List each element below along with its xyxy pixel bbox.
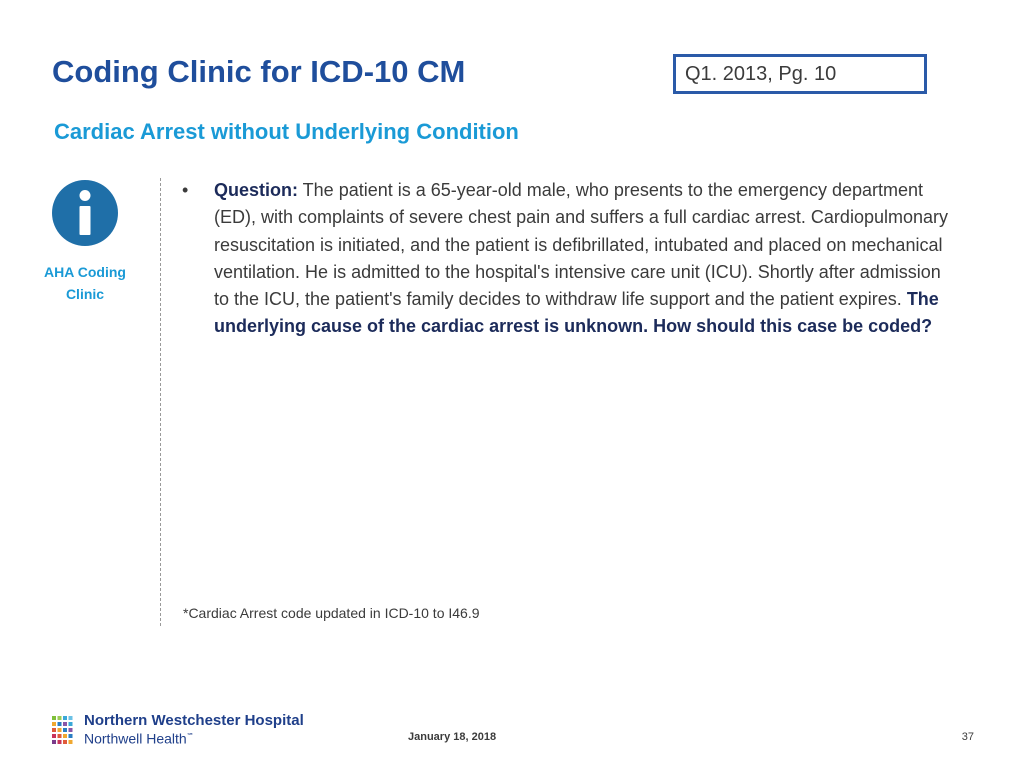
reference-text: Q1. 2013, Pg. 10 [685,62,837,85]
footer-date: January 18, 2018 [408,731,497,743]
info-icon [52,180,118,246]
logo-hospital-name: Northern Westchester Hospital [84,712,304,729]
logo-network-text: Northwell Health [84,730,187,747]
aha-coding-clinic-label [34,261,136,305]
question-emphasis: The underlying cause of the cardiac arrest is unknown. How should this case be coded? [214,289,939,337]
question-paragraph [214,177,952,341]
question-body: The patient is a 65-year-old male, who presents to the emergency department (ED), with complaints of severe chest pain and suffers a full cardiac arrest. Cardiopulmonary resuscitation is initiated, and the patient is defibrillated, intubated and placed on mechanical ventilation. He is admitted to the hospital's intensive care unit (ICU). Shortly after admission to the ICU, the patient's family decides to withdraw life support and the patient expires. [214,180,948,310]
northwell-logo-mark-icon [52,716,78,744]
slide-title: Coding Clinic for ICD-10 CM [52,54,466,89]
slide-subtitle: Cardiac Arrest without Underlying Condition [54,119,519,144]
reference-box [673,54,927,94]
logo-trademark: ℠ [186,733,194,740]
logo-text [84,713,304,747]
question-block [182,177,952,341]
page-number: 37 [961,731,974,743]
aha-label-line1: AHA Coding [44,264,126,280]
question-label: Question: [214,180,298,200]
hospital-logo [52,713,304,747]
vertical-divider [160,178,161,626]
footnote: *Cardiac Arrest code updated in ICD-10 to I46.9 [183,605,480,621]
logo-network-name [84,729,304,747]
bullet-point: • [182,180,189,200]
aha-label-line2: Clinic [65,286,105,302]
